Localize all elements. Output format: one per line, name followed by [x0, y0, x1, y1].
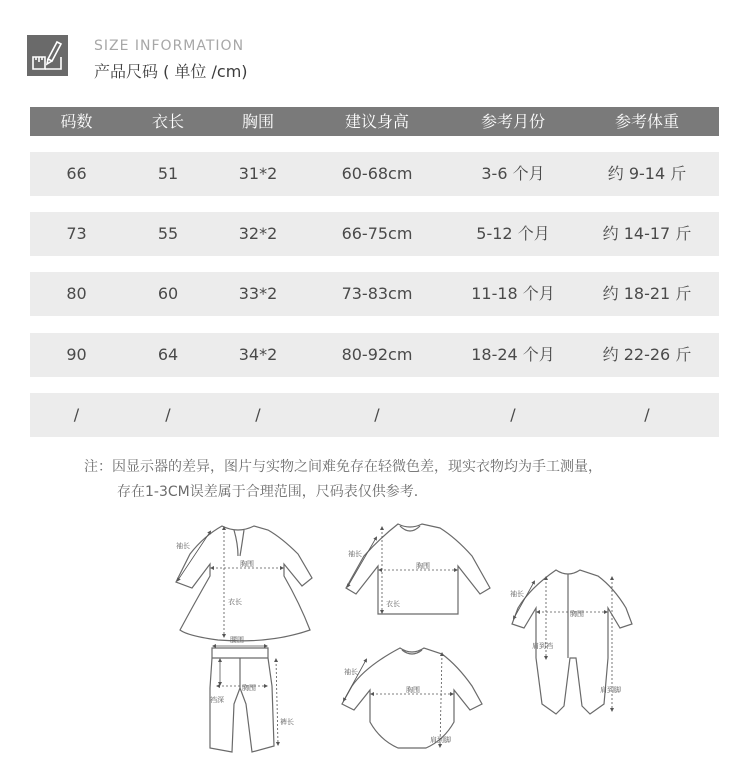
table-cell: 34*2	[238, 345, 278, 364]
table-cell: 3-6 个月	[481, 164, 545, 183]
table-cell: 66-75cm	[341, 224, 413, 243]
label-length: 衣长	[228, 598, 242, 606]
table-row	[30, 212, 719, 256]
table-row	[30, 272, 719, 316]
table-cell: 90	[66, 345, 87, 364]
measurement-diagrams	[160, 508, 640, 776]
column-header-weight: 参考体重	[614, 112, 679, 131]
label-chest: 胸围	[570, 610, 584, 618]
table-cell: 约 18-21 斤	[602, 284, 692, 303]
label-pants-length: 裤长	[280, 718, 294, 726]
label-chest: 胸围	[406, 686, 420, 694]
section-title-chinese: 产品尺码 ( 单位 /cm)	[94, 62, 248, 81]
table-cell: 64	[157, 345, 179, 364]
table-cell: 33*2	[238, 284, 278, 303]
table-cell: /	[165, 405, 171, 424]
dress-outline	[176, 526, 312, 641]
size-table-header	[30, 107, 719, 136]
table-cell: 5-12 个月	[476, 224, 550, 243]
table-cell: 18-24 个月	[471, 345, 555, 364]
label-sleeve: 袖长	[348, 550, 362, 558]
table-cell: 约 22-26 斤	[602, 345, 692, 364]
table-cell: 80-92cm	[341, 345, 413, 364]
column-header-size: 码数	[60, 112, 93, 131]
section-title-english: SIZE INFORMATION	[94, 38, 245, 54]
table-cell: 11-18 个月	[471, 284, 555, 303]
label-rise: 裆深	[210, 696, 224, 704]
label-shoulder-to-foot: 肩到脚	[430, 736, 451, 744]
table-cell: 73	[66, 224, 87, 243]
table-row	[30, 333, 719, 377]
table-cell: 31*2	[238, 164, 278, 183]
table-cell: 73-83cm	[341, 284, 413, 303]
label-chest: 胸围	[240, 560, 254, 568]
table-cell: /	[510, 405, 516, 424]
table-cell: /	[255, 405, 261, 424]
table-row	[30, 393, 719, 437]
label-shoulder-to-crotch: 肩到裆	[532, 642, 553, 650]
table-cell: 80	[66, 284, 87, 303]
disclaimer-note-line-2: 存在1-3CM误差属于合理范围，尺码表仅供参考.	[117, 484, 419, 500]
table-cell: 约 14-17 斤	[602, 224, 692, 243]
table-cell: 66	[66, 164, 87, 183]
table-cell: 约 9-14 斤	[607, 164, 687, 183]
table-cell: /	[73, 405, 80, 424]
table-cell: 60	[157, 284, 179, 303]
table-cell: 32*2	[238, 224, 278, 243]
label-shoulder-to-foot: 肩到脚	[600, 686, 621, 694]
label-sleeve: 袖长	[176, 542, 190, 550]
label-waist: 腰围	[230, 636, 244, 644]
label-sleeve: 袖长	[510, 590, 524, 598]
table-cell: 60-68cm	[341, 164, 413, 183]
column-header-age: 参考月份	[480, 112, 545, 131]
table-cell: /	[644, 405, 650, 424]
disclaimer-note-line-1: 注：因显示器的差异，图片与实物之间难免存在轻微色差，现实衣物均为手工测量，	[84, 459, 602, 475]
table-row	[30, 152, 719, 196]
label-length: 衣长	[386, 600, 400, 608]
table-cell: 55	[157, 224, 179, 243]
table-cell: 51	[157, 164, 179, 183]
ruler-pencil-icon	[27, 35, 68, 76]
label-chest: 胸围	[416, 562, 430, 570]
label-sleeve: 袖长	[344, 668, 358, 676]
column-header-length: 衣长	[151, 112, 184, 131]
column-header-chest: 胸围	[241, 112, 274, 131]
bodysuit-outline	[342, 648, 482, 748]
label-chest: 胸围	[242, 684, 256, 692]
column-header-height: 建议身高	[344, 112, 409, 131]
table-cell: /	[374, 405, 380, 424]
